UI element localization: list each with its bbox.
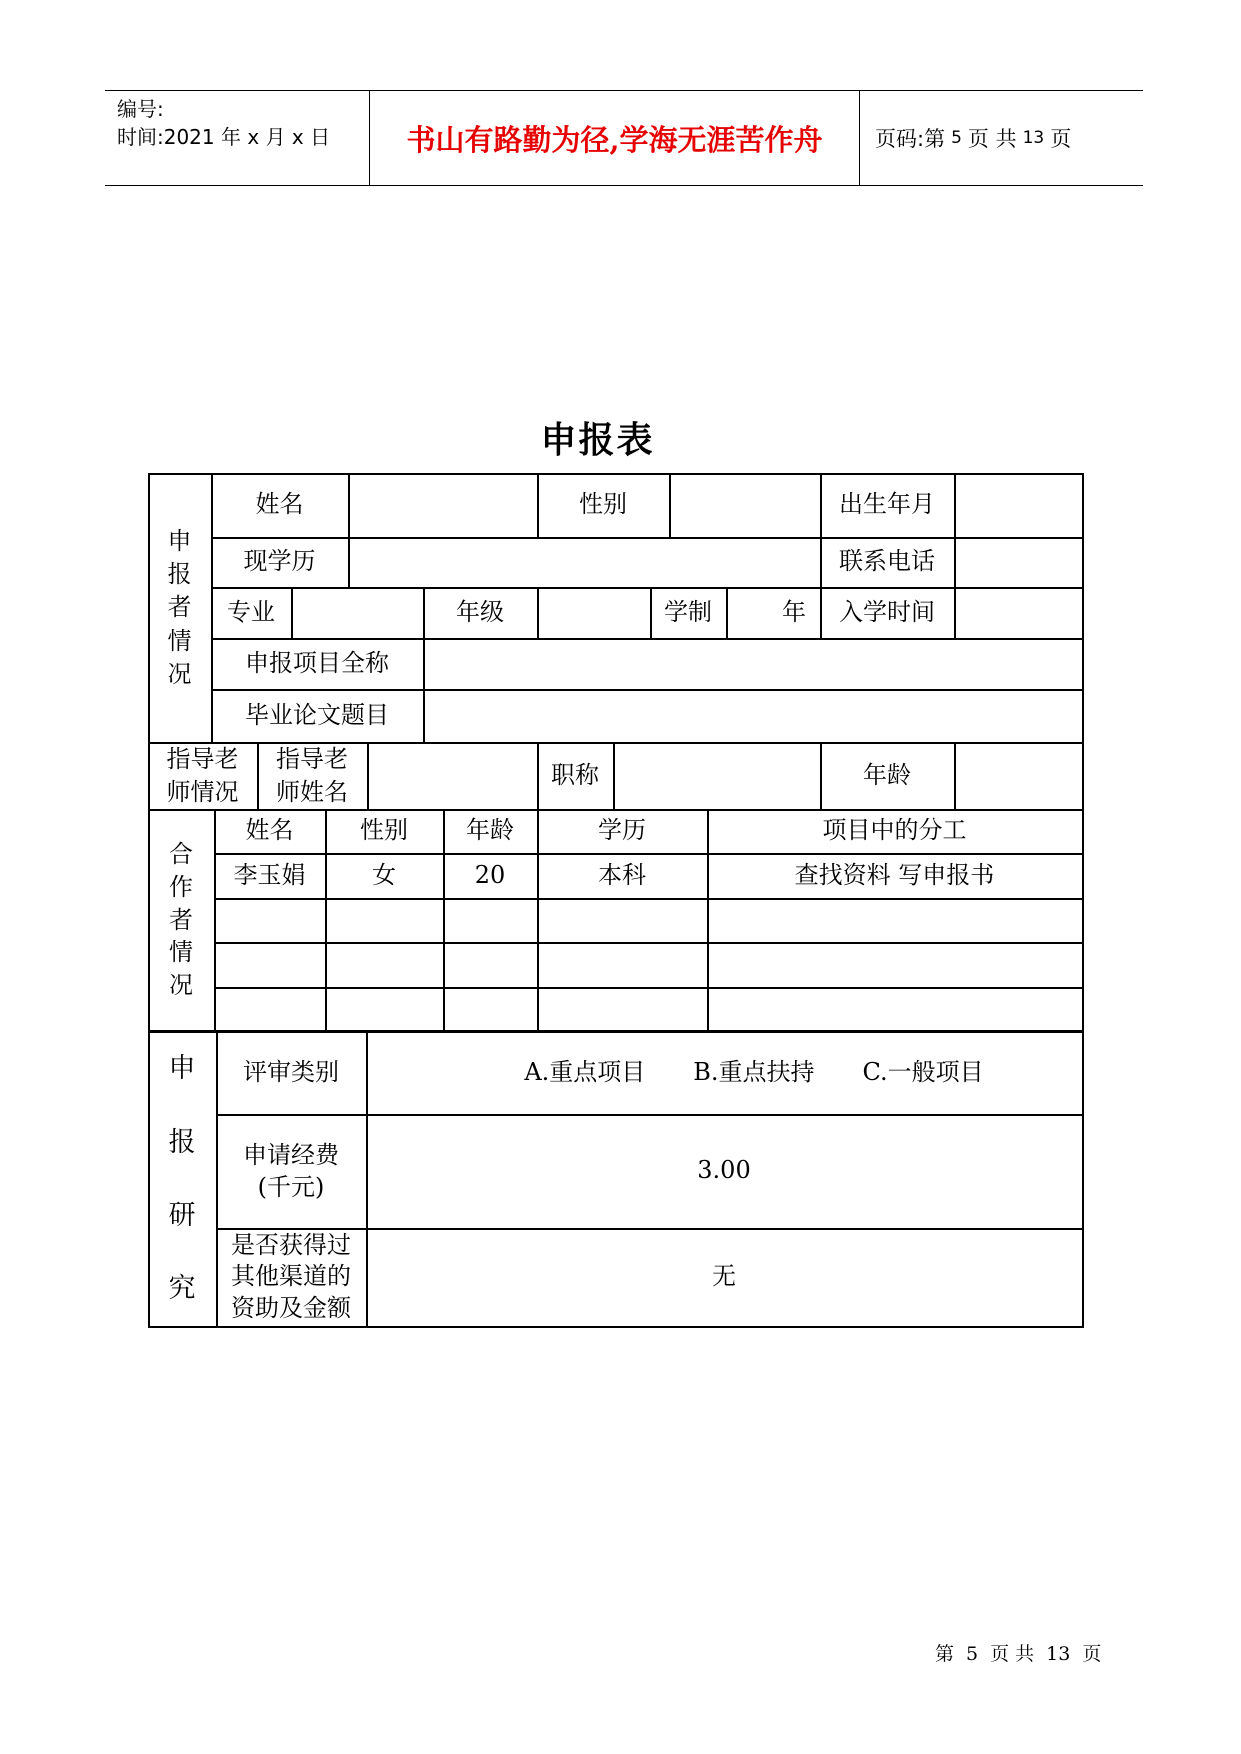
page-header (105, 90, 1143, 186)
table-cell[interactable] (443, 898, 537, 942)
education-field[interactable] (348, 537, 820, 587)
funding-value[interactable]: 3.00 (697, 1156, 751, 1185)
advisor-age-field[interactable] (954, 742, 1082, 809)
advisor-title-label: 职称 (551, 760, 599, 789)
column-header: 性别 (360, 816, 408, 845)
table-cell[interactable]: 李玉娟 (233, 860, 306, 889)
gender-field[interactable] (669, 473, 820, 537)
table-cell[interactable]: 20 (474, 860, 506, 889)
label-line: 师情况 (166, 777, 239, 806)
section-char: 研 (168, 1200, 196, 1231)
duration-unit: 年 (782, 597, 806, 626)
table-cell[interactable] (537, 987, 707, 1030)
table-cell[interactable] (537, 898, 707, 942)
table-cell[interactable]: 本科 (598, 860, 646, 889)
footer-current: 5 (966, 1643, 979, 1665)
table-cell[interactable] (443, 987, 537, 1030)
research-section-label (148, 1032, 216, 1326)
section-char: 合 (169, 839, 193, 868)
section-char: 申 (167, 527, 192, 556)
label-line: (千元) (257, 1173, 325, 1201)
section-char: 况 (167, 659, 192, 688)
other-funding-label (216, 1228, 366, 1326)
table-cell[interactable]: 女 (372, 860, 396, 889)
table-cell[interactable] (325, 987, 443, 1030)
option-c[interactable]: C.一般项目 (862, 1058, 984, 1087)
applicant-section-label (148, 473, 211, 743)
section-char: 申 (168, 1053, 196, 1085)
phone-label: 联系电话 (839, 547, 935, 576)
section-char: 报 (167, 560, 192, 589)
column-header: 学历 (598, 816, 646, 845)
collaborator-section-label (148, 809, 214, 1031)
section-char: 况 (169, 971, 193, 1000)
label-line: 其他渠道的 (231, 1262, 351, 1291)
section-char: 究 (168, 1273, 196, 1305)
table-cell[interactable] (214, 898, 325, 942)
grade-label: 年级 (456, 597, 504, 626)
page-footer (935, 1639, 1113, 1666)
birth-field[interactable] (954, 473, 1082, 537)
table-cell[interactable] (707, 987, 1082, 1030)
advisor-age-label: 年龄 (863, 760, 911, 789)
table-cell[interactable] (214, 942, 325, 987)
thesis-label: 毕业论文题目 (245, 700, 389, 729)
page-total: 13 (1022, 128, 1045, 148)
thesis-field[interactable] (423, 689, 1082, 742)
advisor-title-field[interactable] (613, 742, 820, 809)
footer-prefix: 第 (935, 1643, 955, 1665)
option-b[interactable]: B.重点扶持 (693, 1058, 815, 1087)
name-label: 姓名 (255, 490, 304, 519)
table-cell[interactable] (707, 898, 1082, 942)
project-label: 申报项目全称 (245, 648, 389, 677)
major-field[interactable] (291, 587, 423, 638)
enroll-field[interactable] (954, 587, 1082, 638)
header-motto: 书山有路勤为径,学海无涯苦作舟 (370, 91, 860, 185)
advisor-name-field[interactable] (367, 742, 537, 809)
birth-label: 出生年月 (839, 490, 935, 519)
page-prefix: 页码:第 (875, 127, 946, 151)
label-line: 申请经费 (243, 1140, 339, 1169)
table-cell[interactable] (537, 942, 707, 987)
label-line: 指导老 (166, 745, 239, 774)
column-header: 年龄 (466, 816, 514, 845)
advisor-section-label (148, 742, 257, 809)
label-line: 指导老 (276, 745, 348, 774)
duration-label: 学制 (664, 597, 712, 626)
section-char: 者 (167, 593, 192, 622)
funding-label (216, 1114, 366, 1228)
date-line: 时间:2021 年 x 月 x 日 (117, 125, 331, 149)
label-line: 是否获得过 (231, 1231, 351, 1260)
label-line: 资助及金额 (231, 1293, 351, 1322)
page-current: 5 (951, 128, 962, 148)
label-line: 师姓名 (276, 777, 348, 806)
phone-field[interactable] (954, 537, 1082, 587)
form-border-right (1082, 473, 1084, 1327)
major-label: 专业 (227, 597, 275, 626)
enroll-label: 入学时间 (839, 597, 935, 626)
page-suffix: 页 (1050, 127, 1072, 151)
form-border-bottom (148, 1326, 1084, 1328)
column-header: 项目中的分工 (822, 816, 967, 845)
footer-suffix: 页 (1082, 1643, 1102, 1665)
name-field[interactable] (348, 473, 537, 537)
table-cell[interactable] (214, 987, 325, 1030)
table-cell[interactable]: 查找资料 写申报书 (794, 860, 995, 889)
footer-mid: 页 共 (990, 1643, 1035, 1665)
section-char: 报 (168, 1126, 196, 1158)
table-cell[interactable] (443, 942, 537, 987)
column-header: 姓名 (245, 816, 294, 845)
advisor-name-label (257, 742, 367, 809)
form-title: 申报表 (540, 419, 655, 461)
table-cell[interactable] (325, 898, 443, 942)
option-a[interactable]: A.重点项目 (524, 1058, 646, 1087)
table-cell[interactable] (707, 942, 1082, 987)
serial-label: 编号: (117, 97, 164, 121)
section-char: 情 (167, 626, 192, 655)
header-page-number (861, 91, 1143, 185)
section-char: 情 (169, 938, 193, 967)
review-category-label: 评审类别 (243, 1058, 339, 1087)
footer-total: 13 (1046, 1643, 1071, 1665)
header-meta (105, 91, 370, 185)
section-char: 者 (169, 905, 193, 934)
application-form (148, 473, 1084, 1327)
gender-label: 性别 (579, 490, 627, 519)
review-category-options (366, 1032, 1082, 1114)
education-label: 现学历 (243, 547, 316, 576)
page-mid: 页 共 (967, 127, 1017, 151)
other-funding-value[interactable]: 无 (712, 1262, 736, 1291)
table-cell[interactable] (325, 942, 443, 987)
section-char: 作 (169, 872, 193, 901)
project-field[interactable] (423, 638, 1082, 689)
grade-field[interactable] (537, 587, 650, 638)
